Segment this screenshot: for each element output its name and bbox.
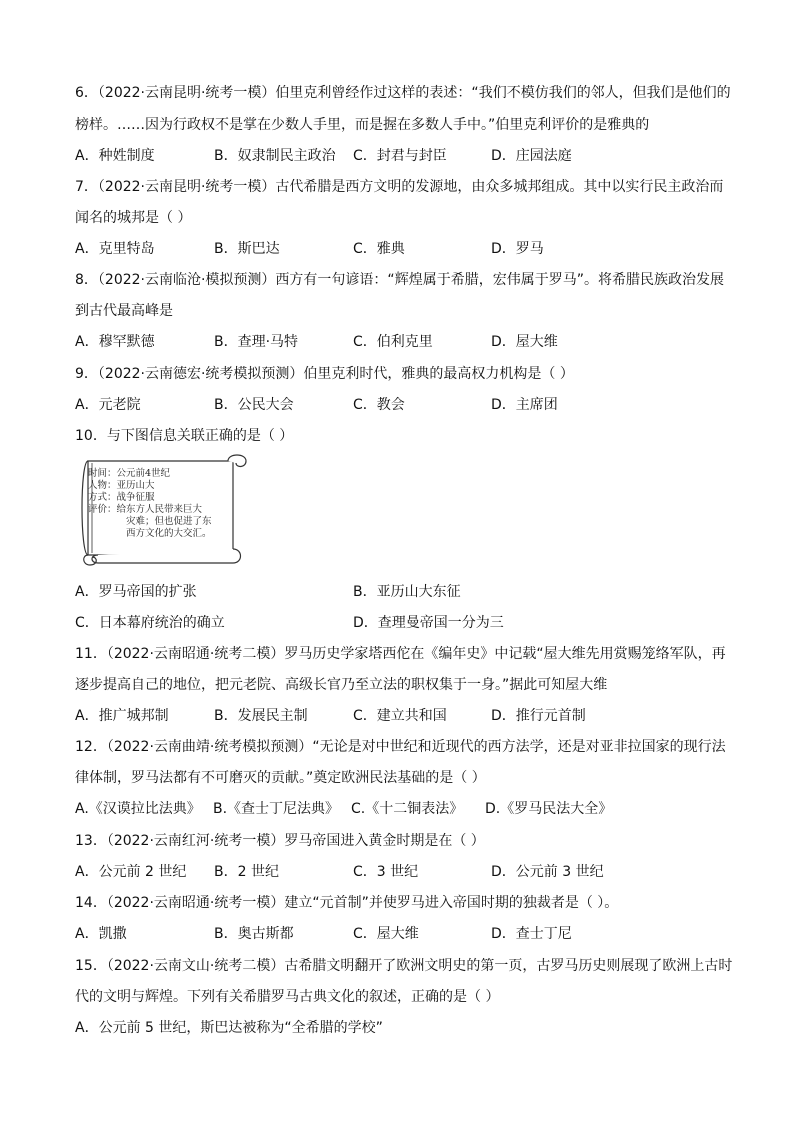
q12-option-c[interactable]: C.《十二铜表法》 xyxy=(351,801,464,817)
q14-option-d[interactable]: D．查士丁尼 xyxy=(491,926,572,942)
q12-stem-line1: 12．（2022·云南曲靖·统考模拟预测）“无论是对中世纪和近现代的西方法学，还是对亚非拉国家的现行法 xyxy=(75,739,726,755)
q8-stem-line1: 8．（2022·云南临沧·模拟预测）西方有一句谚语：“辉煌属于希腊，宏伟属于罗马”。将希腊民族政治发展 xyxy=(75,272,724,288)
q13-option-b[interactable]: B．2 世纪 xyxy=(214,864,279,880)
q6-option-d[interactable]: D．庄园法庭 xyxy=(491,148,572,164)
scroll-line-evaluation: 评价：给东方人民带来巨大 xyxy=(88,504,203,515)
q9-option-a[interactable]: A．元老院 xyxy=(75,397,141,413)
q8-option-d[interactable]: D．屋大维 xyxy=(491,334,558,350)
q13-option-a[interactable]: A．公元前 2 世纪 xyxy=(75,864,187,880)
q6-option-c[interactable]: C．封君与封臣 xyxy=(353,148,447,164)
q14-option-c[interactable]: C．屋大维 xyxy=(353,926,419,942)
q10-option-c[interactable]: C．日本幕府统治的确立 xyxy=(75,615,225,631)
q11-stem-line2: 逐步提高自己的地位，把元老院、高级长官乃至立法的职权集于一身。”据此可知屋大维 xyxy=(75,677,608,693)
scroll-line-time: 时间：公元前4世纪 xyxy=(88,468,171,479)
q14-option-b[interactable]: B．奥古斯都 xyxy=(214,926,294,942)
q9-option-b[interactable]: B．公民大会 xyxy=(214,397,294,413)
q14-stem-line1: 14．（2022·云南昭通·统考一模）建立“元首制”并使罗马进入帝国时期的独裁者是（ ）。 xyxy=(75,895,619,911)
q12-stem-line2: 律体制，罗马法都有不可磨灭的贡献。”奠定欧洲民法基础的是（ ） xyxy=(75,770,486,786)
q10-option-d[interactable]: D．查理曼帝国一分为三 xyxy=(353,615,504,631)
q7-option-c[interactable]: C．雅典 xyxy=(353,241,405,257)
q10-option-b[interactable]: B．亚历山大东征 xyxy=(353,584,461,600)
q10-option-a[interactable]: A．罗马帝国的扩张 xyxy=(75,584,197,600)
q15-stem-line2: 代的文明与辉煌。下列有关希腊罗马古典文化的叙述，正确的是（ ） xyxy=(75,989,500,1005)
q11-option-b[interactable]: B．发展民主制 xyxy=(214,708,308,724)
q11-option-d[interactable]: D．推行元首制 xyxy=(491,708,586,724)
scroll-text xyxy=(88,468,212,540)
q7-stem-line2: 闻名的城邦是（ ） xyxy=(75,210,192,226)
q15-stem-line1: 15．（2022·云南文山·统考二模）古希腊文明翻开了欧洲文明史的第一页，古罗马历史则展现了欧洲上古时 xyxy=(75,958,733,974)
q11-option-a[interactable]: A．推广城邦制 xyxy=(75,708,169,724)
scroll-line-evaluation-2: 灾难；但也促进了东 xyxy=(126,516,212,527)
q10-stem-line1: 10．与下图信息关联正确的是（ ） xyxy=(75,428,294,444)
q9-stem-line1: 9．（2022·云南德宏·统考模拟预测）伯里克利时代，雅典的最高权力机构是（ ） xyxy=(75,366,574,382)
q11-option-c[interactable]: C．建立共和国 xyxy=(353,708,447,724)
q6-option-b[interactable]: B．奴隶制民主政治 xyxy=(214,148,336,164)
q6-stem-line2: 榜样。……因为行政权不是掌在少数人手里，而是握在多数人手中。”伯里克利评价的是雅典的 xyxy=(75,117,650,133)
q8-option-a[interactable]: A．穆罕默德 xyxy=(75,334,155,350)
q6-option-a[interactable]: A．种姓制度 xyxy=(75,148,155,164)
q9-option-c[interactable]: C．教会 xyxy=(353,397,405,413)
q13-stem-line1: 13．（2022·云南红河·统考一模）罗马帝国进入黄金时期是在（ ） xyxy=(75,833,485,849)
q8-option-c[interactable]: C．伯利克里 xyxy=(353,334,433,350)
q13-option-d[interactable]: D．公元前 3 世纪 xyxy=(491,864,604,880)
q7-stem-line1: 7．（2022·云南昆明·统考一模）古代希腊是西方文明的发源地，由众多城邦组成。其中以实行民主政治而 xyxy=(75,179,724,195)
scroll-line-person: 人物：亚历山大 xyxy=(88,480,155,491)
scroll-line-evaluation-3: 西方文化的大交汇。 xyxy=(126,528,212,539)
q12-option-b[interactable]: B.《查士丁尼法典》 xyxy=(213,801,340,817)
q11-stem-line1: 11．（2022·云南昭通·统考二模）罗马历史学家塔西佗在《编年史》中记载“屋大维先用赏赐笼络军队，再 xyxy=(75,646,726,662)
q13-option-c[interactable]: C．3 世纪 xyxy=(353,864,419,880)
q8-stem-line2: 到古代最高峰是 xyxy=(75,303,173,319)
q7-option-a[interactable]: A．克里特岛 xyxy=(75,241,155,257)
scroll-line-method: 方式：战争征服 xyxy=(88,492,155,503)
q10-scroll-figure xyxy=(78,451,248,569)
q7-option-d[interactable]: D．罗马 xyxy=(491,241,544,257)
q6-stem-line1: 6．（2022·云南昆明·统考一模）伯里克利曾经作过这样的表述：“我们不模仿我们的邻人，但我们是他们的 xyxy=(75,85,731,101)
q15-option-a[interactable]: A．公元前 5 世纪，斯巴达被称为“全希腊的学校” xyxy=(75,1020,383,1036)
q12-option-a[interactable]: A.《汉谟拉比法典》 xyxy=(75,801,201,817)
q9-option-d[interactable]: D．主席团 xyxy=(491,397,558,413)
q7-option-b[interactable]: B．斯巴达 xyxy=(214,241,280,257)
q12-option-d[interactable]: D.《罗马民法大全》 xyxy=(485,801,613,817)
q8-option-b[interactable]: B．查理·马特 xyxy=(214,334,299,350)
q14-option-a[interactable]: A．凯撒 xyxy=(75,926,127,942)
